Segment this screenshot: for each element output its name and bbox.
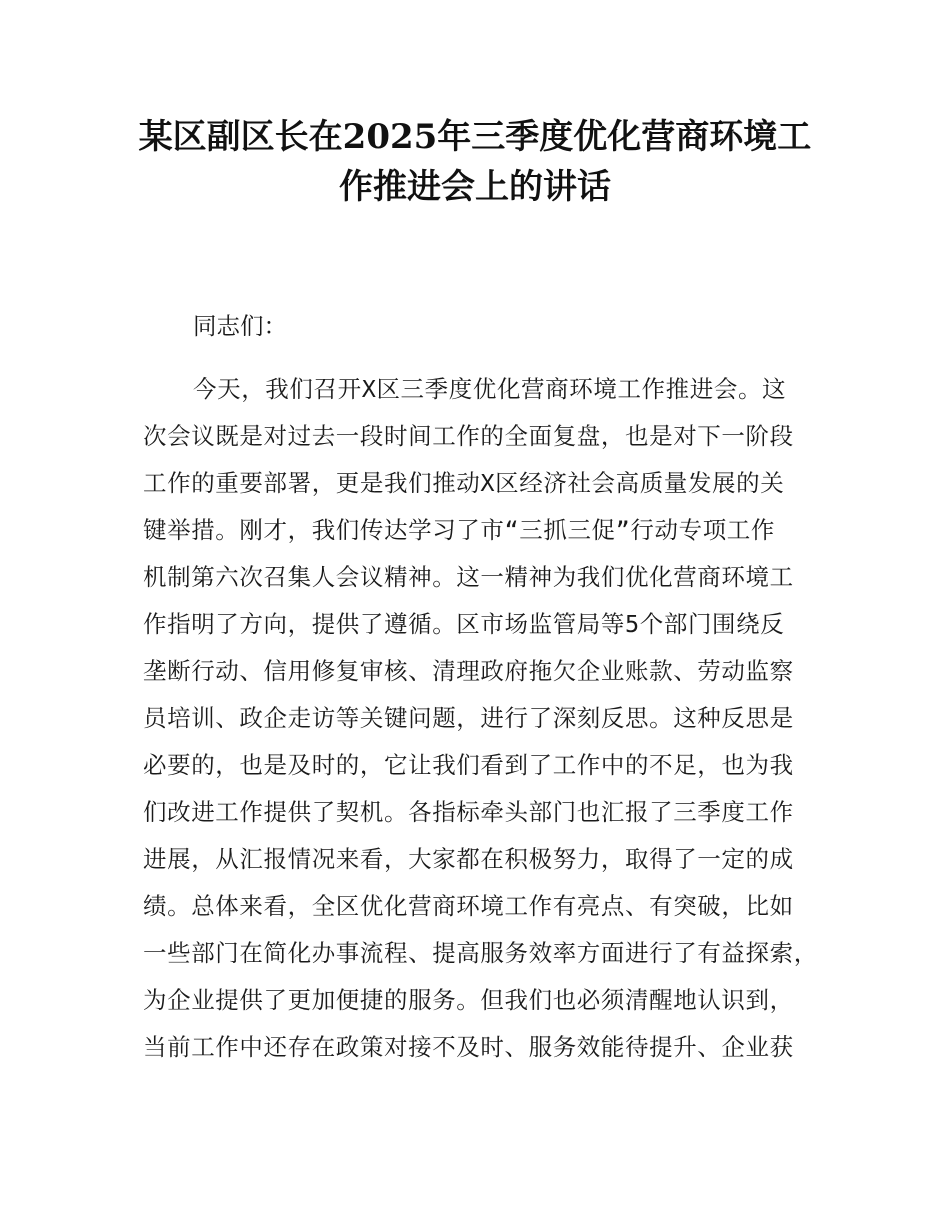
body-paragraph	[143, 366, 819, 1071]
paragraph-line: 员培训、政企走访等关键问题，进行了深刻反思。这种反思是	[143, 704, 794, 732]
paragraph-line: 次会议既是对过去一段时间工作的全面复盘，也是对下一阶段	[143, 422, 794, 450]
paragraph-line: 键举措。刚才，我们传达学习了市“三抓三促”行动专项工作	[143, 516, 775, 544]
paragraph-line: 作指明了方向，提供了遵循。区市场监管局等5个部门围绕反	[143, 610, 785, 638]
salutation: 同志们：	[193, 312, 287, 340]
paragraph-line: 必要的，也是及时的，它让我们看到了工作中的不足，也为我	[143, 751, 794, 779]
paragraph-line: 今天，我们召开X区三季度优化营商环境工作推进会。这	[193, 375, 787, 403]
paragraph-line: 当前工作中还存在政策对接不及时、服务效能待提升、企业获	[143, 1033, 794, 1061]
paragraph-line: 绩。总体来看，全区优化营商环境工作有亮点、有突破，比如	[143, 892, 794, 920]
paragraph-line: 一些部门在简化办事流程、提高服务效率方面进行了有益探索，	[143, 939, 818, 967]
paragraph-line: 工作的重要部署，更是我们推动X区经济社会高质量发展的关	[143, 469, 785, 497]
paragraph-line: 垄断行动、信用修复审核、清理政府拖欠企业账款、劳动监察	[143, 657, 794, 685]
paragraph-line: 机制第六次召集人会议精神。这一精神为我们优化营商环境工	[143, 563, 794, 591]
title-line: 某区副区长在2025年三季度优化营商环境工	[138, 117, 812, 157]
title-line: 作推进会上的讲话	[339, 167, 611, 207]
paragraph-line: 进展，从汇报情况来看，大家都在积极努力，取得了一定的成	[143, 845, 794, 873]
document-title	[120, 112, 830, 212]
paragraph-line: 为企业提供了更加便捷的服务。但我们也必须清醒地认识到，	[143, 986, 794, 1014]
paragraph-line: 们改进工作提供了契机。各指标牵头部门也汇报了三季度工作	[143, 798, 794, 826]
